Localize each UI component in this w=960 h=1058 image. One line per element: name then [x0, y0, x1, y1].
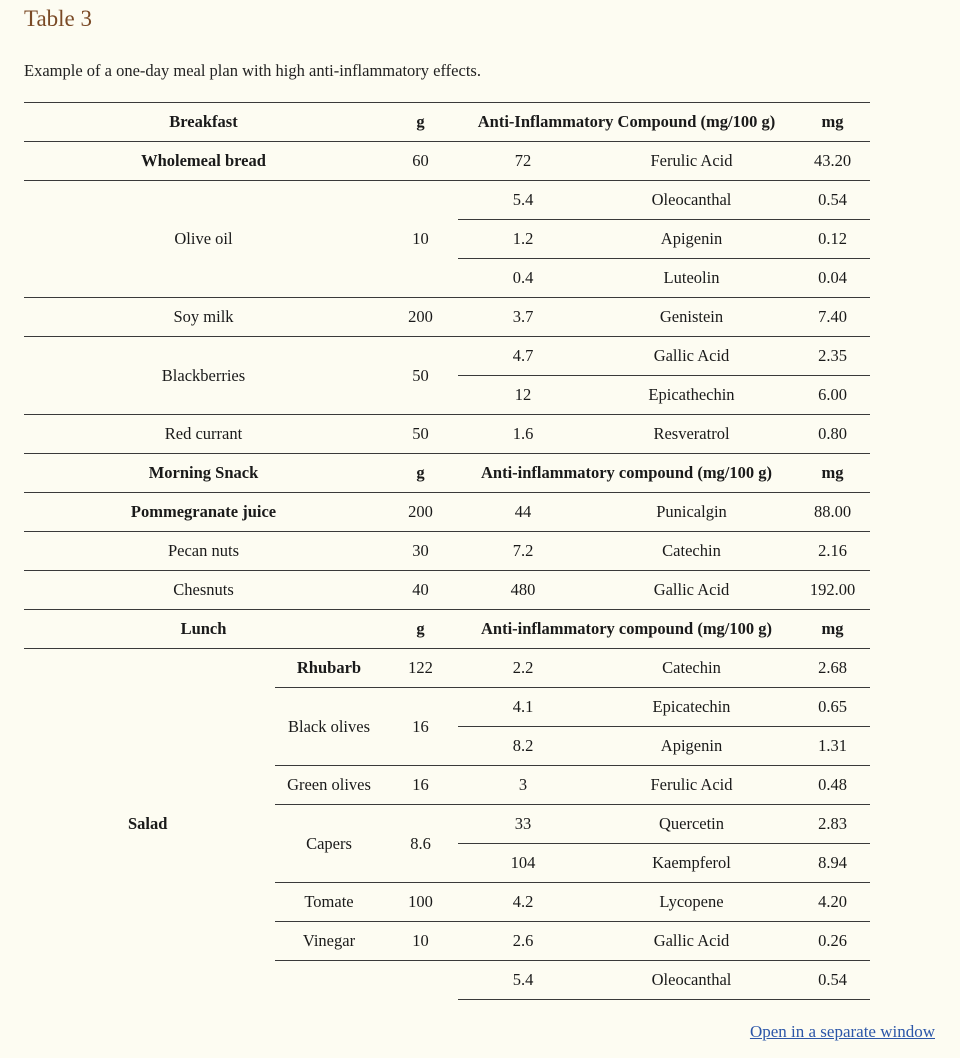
compound-concentration: 2.2	[458, 649, 588, 688]
food-name: Wholemeal bread	[24, 142, 383, 181]
meal-plan-table	[24, 102, 870, 1000]
compound-mg: 0.04	[795, 259, 870, 298]
food-name: Capers	[275, 805, 383, 883]
compound-mg: 0.65	[795, 688, 870, 727]
food-name: Vinegar	[275, 922, 383, 961]
food-grams: 10	[383, 922, 458, 961]
food-grams: 8.6	[383, 805, 458, 883]
food-name: Soy milk	[24, 298, 383, 337]
empty-cell	[275, 961, 383, 1000]
table-caption: Example of a one-day meal plan with high anti-inflammatory effects.	[24, 61, 481, 80]
compound-concentration: 72	[458, 142, 588, 181]
food-name: Green olives	[275, 766, 383, 805]
compound-mg: 0.12	[795, 220, 870, 259]
compound-mg: 0.26	[795, 922, 870, 961]
open-separate-window-link[interactable]: Open in a separate window	[749, 1022, 935, 1041]
table-row	[24, 532, 870, 571]
compound-concentration: 5.4	[458, 181, 588, 220]
compound-mg: 2.35	[795, 337, 870, 376]
compound-concentration: 12	[458, 376, 588, 415]
food-name: Pecan nuts	[24, 532, 383, 571]
compound-name: Luteolin	[588, 259, 795, 298]
table-row	[24, 493, 870, 532]
compound-concentration: 104	[458, 844, 588, 883]
compound-mg: 192.00	[795, 571, 870, 610]
compound-concentration: 480	[458, 571, 588, 610]
compound-name: Gallic Acid	[588, 571, 795, 610]
compound-concentration: 5.4	[458, 961, 588, 1000]
table-row	[24, 649, 870, 688]
compound-concentration: 7.2	[458, 532, 588, 571]
header-g: g	[383, 610, 458, 649]
header-mg: mg	[795, 610, 870, 649]
compound-mg: 8.94	[795, 844, 870, 883]
compound-name: Oleocanthal	[588, 961, 795, 1000]
food-name: Blackberries	[24, 337, 383, 415]
compound-mg: 0.80	[795, 415, 870, 454]
compound-concentration: 8.2	[458, 727, 588, 766]
food-name: Black olives	[275, 688, 383, 766]
compound-mg: 88.00	[795, 493, 870, 532]
table-row	[24, 298, 870, 337]
food-grams: 16	[383, 688, 458, 766]
header-g: g	[383, 454, 458, 493]
food-grams: 10	[383, 181, 458, 298]
compound-name: Lycopene	[588, 883, 795, 922]
lunch-header-row	[24, 610, 870, 649]
compound-name: Catechin	[588, 532, 795, 571]
section-label-lunch: Lunch	[24, 610, 383, 649]
salad-label: Salad	[128, 814, 168, 834]
compound-concentration: 4.2	[458, 883, 588, 922]
empty-cell	[383, 961, 458, 1000]
table-row	[24, 415, 870, 454]
header-g: g	[383, 103, 458, 142]
compound-name: Gallic Acid	[588, 337, 795, 376]
compound-name: Quercetin	[588, 805, 795, 844]
compound-concentration: 0.4	[458, 259, 588, 298]
compound-concentration: 1.2	[458, 220, 588, 259]
compound-name: Kaempferol	[588, 844, 795, 883]
compound-concentration: 3	[458, 766, 588, 805]
section-label-breakfast: Breakfast	[24, 103, 383, 142]
food-name: Red currant	[24, 415, 383, 454]
table-row	[24, 142, 870, 181]
compound-name: Epicathechin	[588, 376, 795, 415]
snack-header-row	[24, 454, 870, 493]
compound-concentration: 4.7	[458, 337, 588, 376]
compound-concentration: 3.7	[458, 298, 588, 337]
food-grams: 200	[383, 493, 458, 532]
food-grams: 30	[383, 532, 458, 571]
compound-mg: 7.40	[795, 298, 870, 337]
header-mg: mg	[795, 103, 870, 142]
table-title: Table 3	[24, 6, 93, 31]
compound-name: Epicatechin	[588, 688, 795, 727]
header-compound: Anti-inflammatory compound (mg/100 g)	[458, 610, 795, 649]
food-name: Chesnuts	[24, 571, 383, 610]
food-grams: 60	[383, 142, 458, 181]
section-label-morning-snack: Morning Snack	[24, 454, 383, 493]
compound-name: Apigenin	[588, 727, 795, 766]
compound-concentration: 4.1	[458, 688, 588, 727]
compound-mg: 2.83	[795, 805, 870, 844]
header-compound: Anti-Inflammatory Compound (mg/100 g)	[458, 103, 795, 142]
food-grams: 50	[383, 415, 458, 454]
compound-name: Ferulic Acid	[588, 142, 795, 181]
compound-mg: 0.54	[795, 181, 870, 220]
compound-mg: 0.54	[795, 961, 870, 1000]
compound-concentration: 1.6	[458, 415, 588, 454]
table-row	[24, 571, 870, 610]
compound-name: Genistein	[588, 298, 795, 337]
compound-mg: 43.20	[795, 142, 870, 181]
compound-name: Catechin	[588, 649, 795, 688]
breakfast-header-row	[24, 103, 870, 142]
compound-mg: 2.68	[795, 649, 870, 688]
compound-concentration: 44	[458, 493, 588, 532]
food-grams: 122	[383, 649, 458, 688]
compound-name: Resveratrol	[588, 415, 795, 454]
food-name: Tomate	[275, 883, 383, 922]
food-grams: 50	[383, 337, 458, 415]
food-name: Olive oil	[24, 181, 383, 298]
food-grams: 40	[383, 571, 458, 610]
compound-name: Apigenin	[588, 220, 795, 259]
food-grams: 16	[383, 766, 458, 805]
header-compound: Anti-inflammatory compound (mg/100 g)	[458, 454, 795, 493]
food-grams: 100	[383, 883, 458, 922]
compound-name: Punicalgin	[588, 493, 795, 532]
table-row	[24, 181, 870, 220]
table-row	[24, 337, 870, 376]
compound-name: Ferulic Acid	[588, 766, 795, 805]
food-grams: 200	[383, 298, 458, 337]
compound-concentration: 2.6	[458, 922, 588, 961]
compound-name: Oleocanthal	[588, 181, 795, 220]
food-name: Rhubarb	[275, 649, 383, 688]
header-mg: mg	[795, 454, 870, 493]
compound-mg: 0.48	[795, 766, 870, 805]
food-name: Pommegranate juice	[24, 493, 383, 532]
compound-mg: 1.31	[795, 727, 870, 766]
compound-mg: 6.00	[795, 376, 870, 415]
compound-name: Gallic Acid	[588, 922, 795, 961]
compound-concentration: 33	[458, 805, 588, 844]
compound-mg: 4.20	[795, 883, 870, 922]
compound-mg: 2.16	[795, 532, 870, 571]
